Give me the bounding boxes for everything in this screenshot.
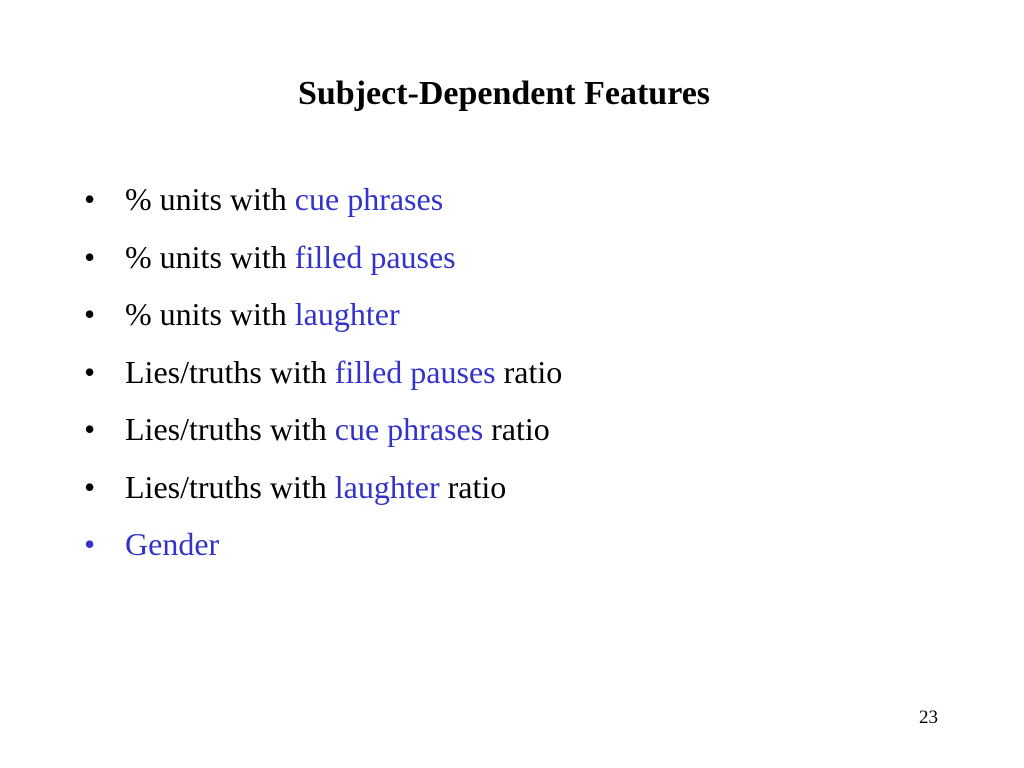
bullet-prefix: % units with [125,238,295,275]
bullet-highlight: Gender [125,526,220,562]
bullet-dot-icon: • [84,468,96,505]
bullet-text [125,516,219,574]
bullet-suffix: ratio [439,468,507,505]
bullet-dot-icon: • [84,181,96,217]
bullet-text [125,401,550,459]
bullet-text [125,344,562,402]
bullet-suffix: ratio [483,411,550,447]
bullet-prefix: Lies/truths with [125,411,335,447]
bullet-prefix: % units with [125,296,295,332]
bullet-dot-icon: • [84,238,96,275]
bullet-dot-icon: • [84,353,96,390]
bullet-dot-icon: • [84,296,96,332]
page-number: 23 [919,707,938,728]
bullet-dot-icon: • [84,411,96,447]
bullet-highlight: cue phrases [294,181,444,217]
bullet-prefix: Lies/truths with [125,468,335,505]
bullet-highlight: cue phrases [334,411,484,447]
slide-title: Subject-Dependent Features [297,75,711,112]
bullet-highlight: laughter [334,468,440,505]
bullet-prefix: % units with [125,181,295,217]
bullet-suffix: ratio [495,353,563,390]
bullet-text [125,459,506,517]
bullet-prefix: Lies/truths with [125,353,335,390]
bullet-text [125,171,443,229]
bullet-text [125,286,400,344]
bullet-highlight: filled pauses [334,353,496,390]
bullet-dot-icon: • [84,526,96,562]
bullet-highlight: filled pauses [294,238,456,275]
bullet-text [125,229,456,287]
bullet-highlight: laughter [294,296,400,332]
